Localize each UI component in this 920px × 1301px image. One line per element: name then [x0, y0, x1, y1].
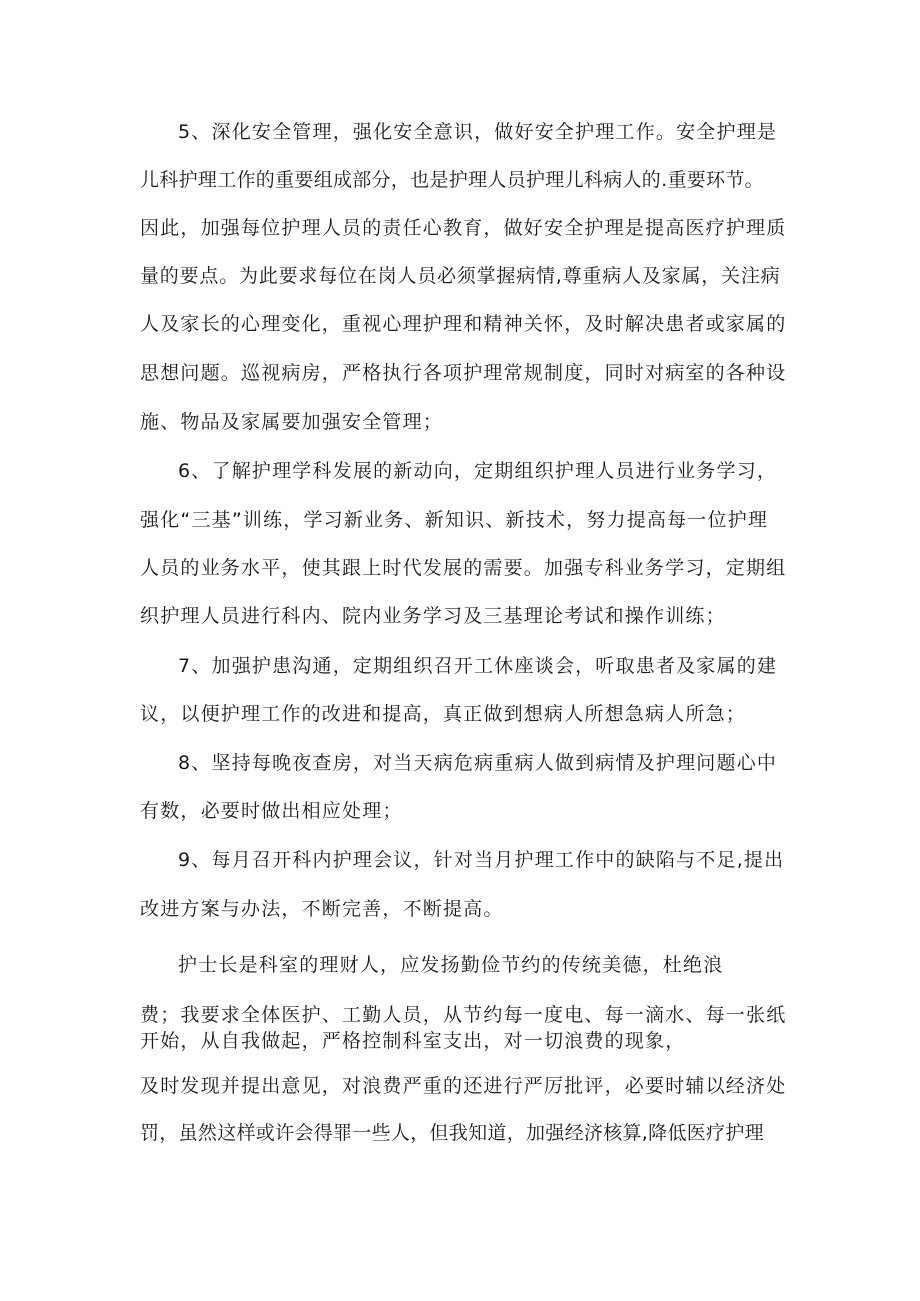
paragraph-5-line-4: 量的要点。为此要求每位在岗人员必须掌握病情,尊重病人及家属，关注病 — [140, 265, 781, 287]
paragraph-8-line-2: 有数，必要时做出相应处理； — [140, 800, 403, 822]
paragraph-finance-line-1: 护士长是科室的理财人，应发扬勤俭节约的传统美德，杜绝浪 — [178, 954, 724, 976]
paragraph-6-line-4: 织护理人员进行科内、院内业务学习及三基理论考试和操作训练； — [140, 605, 726, 627]
paragraph-5-line-2: 儿科护理工作的重要组成部分，也是护理人员护理儿科病人的.重要环节。 — [140, 169, 764, 191]
paragraph-6-line-1: 6、了解护理学科发展的新动向，定期组织护理人员进行业务学习， — [178, 460, 778, 482]
paragraph-7-line-2: 议，以便护理工作的改进和提高，真正做到想病人所想急病人所急； — [140, 703, 747, 725]
paragraph-finance-line-3: 开始，从自我做起，严格控制科室支出，对一切浪费的现象， — [140, 1030, 686, 1052]
paragraph-finance-line-5: 罚，虽然这样或许会得罪一些人，但我知道，加强经济核算,降低医疗护理 — [140, 1122, 764, 1144]
paragraph-9-line-2: 改进方案与办法，不断完善，不断提高。 — [140, 898, 504, 920]
paragraph-9-line-1: 9、每月召开科内护理会议，针对当月护理工作中的缺陷与不足,提出 — [178, 849, 785, 871]
paragraph-5-line-6: 思想问题。巡视病房，严格执行各项护理常规制度，同时对病室的各种设 — [140, 362, 787, 384]
paragraph-finance-line-2: 费；我要求全体医护、工勤人员，从节约每一度电、每一滴水、每一张纸 — [140, 1004, 787, 1026]
paragraph-8-line-1: 8、坚持每晚夜查房，对当天病危病重病人做到病情及护理问题心中 — [178, 752, 778, 774]
paragraph-6-line-3: 人员的业务水平，使其跟上时代发展的需要。加强专科业务学习，定期组 — [140, 557, 787, 579]
paragraph-5-line-5: 人及家长的心理变化，重视心理护理和精神关怀，及时解决患者或家属的 — [140, 313, 787, 335]
paragraph-5-line-1: 5、深化安全管理，强化安全意识，做好安全护理工作。安全护理是 — [178, 121, 778, 143]
paragraph-7-line-1: 7、加强护患沟通，定期组织召开工休座谈会，听取患者及家属的建 — [178, 655, 778, 677]
paragraph-6-line-2: 强化“三基”训练，学习新业务、新知识、新技术，努力提高每一位护理 — [140, 509, 769, 531]
paragraph-finance-line-4: 及时发现并提出意见，对浪费严重的还进行严厉批评，必要时辅以经济处 — [140, 1075, 787, 1097]
paragraph-5-line-3: 因此，加强每位护理人员的责任心教育，做好安全护理是提高医疗护理质 — [140, 217, 787, 239]
paragraph-5-line-7: 施、物品及家属要加强安全管理； — [140, 411, 444, 433]
